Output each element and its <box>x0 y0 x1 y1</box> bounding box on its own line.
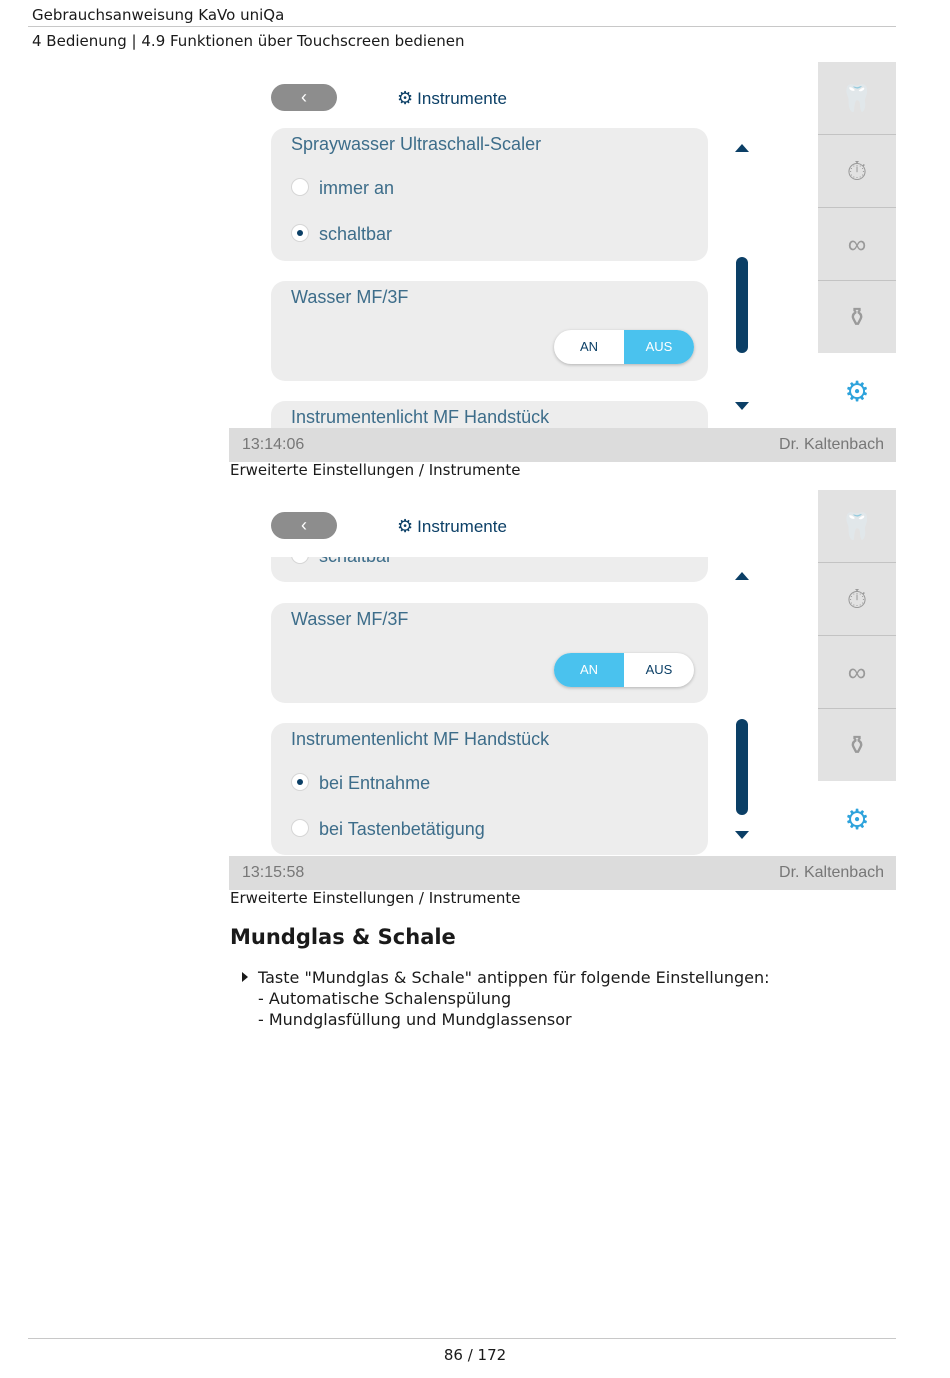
gear-icon: ⚙ <box>397 88 414 108</box>
footer-rule <box>28 1338 896 1339</box>
scroll-up-icon[interactable] <box>735 144 749 152</box>
scrollbar-thumb[interactable] <box>736 719 748 815</box>
screen-title: ⚙ Instrumente <box>397 516 507 536</box>
clock: 13:15:58 <box>242 864 305 881</box>
gear-icon: ⚙ <box>397 516 414 536</box>
spray-bottle-icon[interactable]: ⚱ <box>846 302 868 332</box>
figure-caption-1: Erweiterte Einstellungen / Instrumente <box>230 461 521 479</box>
card-instrumentenlicht <box>271 723 708 855</box>
radio-button[interactable] <box>291 819 309 837</box>
radio-button-selected[interactable] <box>291 224 309 242</box>
instruction-block <box>242 967 770 1030</box>
infinity-icon[interactable]: ∞ <box>818 208 896 281</box>
card-title: Wasser MF/3F <box>291 609 409 629</box>
back-button[interactable] <box>271 84 337 111</box>
section-heading: Mundglas & Schale <box>230 925 456 949</box>
screen-title: ⚙ Instrumente <box>397 88 507 108</box>
radio-button[interactable] <box>291 178 309 196</box>
chevron-left-icon: ‹ <box>301 515 307 535</box>
toggle-an-active[interactable]: AN <box>554 653 624 687</box>
touchscreen-screenshot-1 <box>229 62 896 462</box>
settings-gear-icon[interactable]: ⚙ <box>844 376 870 407</box>
back-button[interactable] <box>271 512 337 539</box>
sidebar <box>818 490 896 781</box>
user-name: Dr. Kaltenbach <box>779 436 884 453</box>
tooth-icon[interactable]: 🦷 <box>818 490 896 563</box>
infinity-icon[interactable]: ∞ <box>818 636 896 709</box>
spray-bottle-icon[interactable]: ⚱ <box>846 730 868 760</box>
clock: 13:14:06 <box>242 436 305 453</box>
scroll-down-icon[interactable] <box>735 402 749 410</box>
radio-option-schaltbar[interactable]: schaltbar <box>291 224 392 245</box>
an-aus-toggle[interactable] <box>554 330 694 364</box>
card-spraywasser-scaler <box>271 128 708 261</box>
user-name: Dr. Kaltenbach <box>779 864 884 881</box>
scroll-up-icon[interactable] <box>735 572 749 580</box>
document-title: Gebrauchsanweisung KaVo uniQa <box>32 6 285 24</box>
toggle-aus[interactable]: AUS <box>645 662 673 677</box>
radio-option-bei-entnahme[interactable]: bei Entnahme <box>291 773 430 794</box>
timer-icon[interactable]: ⏱ <box>818 563 896 636</box>
card-wasser-mf3f <box>271 603 708 703</box>
figure-caption-2: Erweiterte Einstellungen / Instrumente <box>230 889 521 907</box>
radio-option-bei-tastenbetaetigung[interactable]: bei Tastenbetätigung <box>291 819 485 840</box>
toggle-an[interactable]: AN <box>579 339 599 354</box>
status-bar <box>229 428 896 462</box>
touchscreen-screenshot-2 <box>229 490 896 890</box>
list-item: - Automatische Schalenspülung <box>258 989 512 1008</box>
card-title: Wasser MF/3F <box>291 287 409 307</box>
chevron-left-icon: ‹ <box>301 87 307 107</box>
card-title: Spraywasser Ultraschall-Scaler <box>291 134 542 154</box>
header-rule <box>28 26 896 27</box>
tooth-icon[interactable]: 🦷 <box>818 62 896 135</box>
arrow-right-icon <box>242 972 248 982</box>
radio-option-immer-an[interactable]: immer an <box>291 178 394 199</box>
toggle-aus-active[interactable]: AUS <box>624 330 694 364</box>
scrollbar-thumb[interactable] <box>736 257 748 353</box>
status-bar <box>229 856 896 890</box>
timer-icon[interactable]: ⏱ <box>818 135 896 208</box>
card-title: Instrumentenlicht MF Handstück <box>291 407 550 427</box>
card-wasser-mf3f <box>271 281 708 381</box>
settings-gear-icon[interactable]: ⚙ <box>844 804 870 835</box>
list-item: - Mundglasfüllung und Mundglassensor <box>258 1010 572 1029</box>
card-title: Instrumentenlicht MF Handstück <box>291 729 550 749</box>
section-breadcrumb: 4 Bedienung | 4.9 Funktionen über Touchscreen bedienen <box>32 32 465 50</box>
scroll-down-icon[interactable] <box>735 831 749 839</box>
radio-button-selected[interactable] <box>291 773 309 791</box>
an-aus-toggle[interactable] <box>554 653 694 687</box>
instruction-step: Taste "Mundglas & Schale" antippen für folgende Einstellungen: <box>242 967 770 988</box>
sidebar <box>818 62 896 353</box>
page-number: 86 / 172 <box>443 1346 507 1364</box>
